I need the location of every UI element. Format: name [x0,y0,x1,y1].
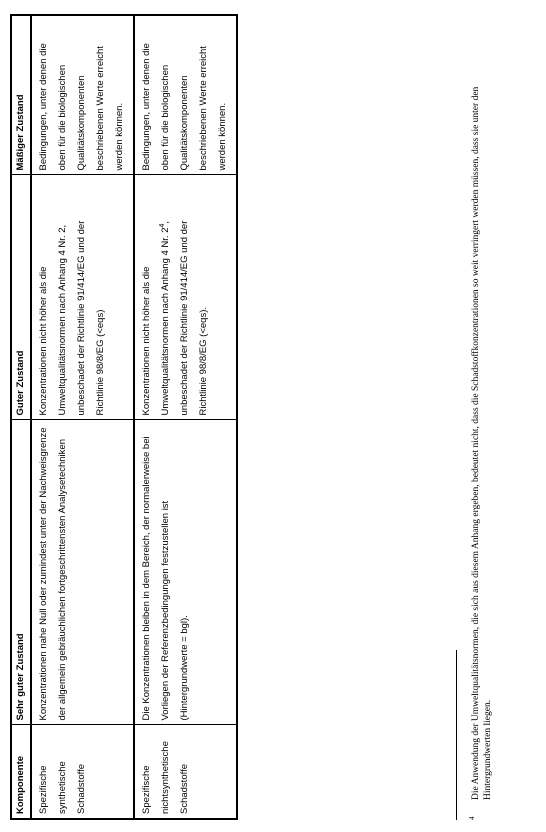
footnote [470,30,494,820]
footnote-number: 4 [468,816,476,820]
cell-maessig: Bedingungen, unter denen die oben für die biologischen Qualitätskomponenten beschriebenen Werte erreicht werden können. [31,15,134,175]
cell-komponente: Spezifische synthetische Schadstoffe [31,725,134,819]
header-sehr-gut: Sehr guter Zustand [11,420,31,725]
cell-komponente: Spezifische nichtsynthetische Schadstoffe [134,725,237,819]
table-row [134,15,237,819]
footnote-divider [456,650,457,820]
footnote-ref[interactable]: 4 [158,223,166,228]
cell-sehr-gut: Die Konzentrationen bleiben in dem Bereich, der normalerweise bei Vorliegen der Referenzbedingungen festzustellen ist (Hintergrundwerte = bgl). [134,420,237,725]
cell-gut: Konzentrationen nicht höher als die Umweltqualitätsnormen nach Anhang 4 Nr. 2, unbeschadet der Richtlinie 91/414/EG und der Richtlinie 98/8/EG (<eqs) [31,175,134,420]
cell-gut-text: Konzentrationen nicht höher als die Umweltqualitätsnormen nach Anhang 4 Nr. 2 [141,227,171,416]
cell-sehr-gut: Konzentrationen nahe Null oder zumindest unter der Nachweisgrenze der allgemein gebräuchlichen fortgeschrittensten Analysetechniken [31,420,134,725]
header-komponente: Komponente [11,725,31,819]
header-gut: Guter Zustand [11,175,31,420]
cell-gut-text-cont: , unbeschadet der Richtlinie 91/414/EG und der Richtlinie 98/8/EG (<eqs). [160,220,209,416]
table-header-row [11,15,31,819]
table-row [31,15,134,819]
quality-table [10,14,238,820]
footnote-text: Die Anwendung der Umweltqualitätsnormen, die sich aus diesem Anhang ergeben, bedeutet nicht, dass die Schadstoffkonzentrationen so weit verringert werden müssen, dass sie unter den Hintergrundwerten liegen. [471,86,493,800]
header-maessig: Mäßiger Zustand [11,15,31,175]
cell-gut [134,175,237,420]
cell-maessig: Bedingungen, unter denen die oben für die biologischen Qualitätskomponenten beschriebenen Werte erreicht werden können. [134,15,237,175]
